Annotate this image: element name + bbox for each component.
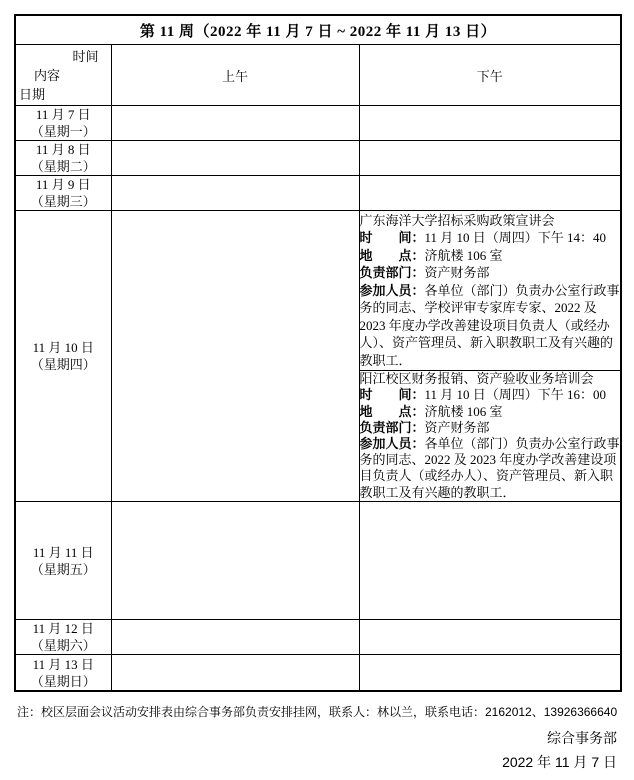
- event-place-line: [360, 404, 621, 420]
- participants-value: 各单位（部门）负责办公室行政事务的同志、2022 及 2023 年度办学改善建设项目负责人（或经办人）、资产管理员、新入职教职工及有兴趣的教职工．: [359, 436, 620, 500]
- corner-content-label: 内容: [34, 67, 61, 83]
- event-dept-line: [360, 420, 621, 436]
- participants-value: 各单位（部门）负责办公室行政事务的同志、学校评审专家库专家、2022 及 2023 年度办学改善建设项目负责人（或经办人）、资产管理员、新入职教职工及有兴趣的教职工．: [359, 282, 620, 368]
- corner-date-label: 日期: [19, 86, 46, 102]
- corner-header-cell: [15, 45, 111, 106]
- event-participants-line: [360, 282, 621, 370]
- date-cell: [15, 655, 111, 692]
- event-time-line: [360, 387, 621, 403]
- participants-label: 参加人员：: [359, 436, 425, 451]
- day-row-saturday: [15, 620, 621, 655]
- morning-cell-empty: [111, 502, 359, 620]
- afternoon-cell-empty: [359, 620, 621, 655]
- footer-note: 注：校区层面会议活动安排表由综合事务部负责安排挂网，联系人：林以兰，联系电话：2162012、13926366640: [17, 705, 618, 719]
- date-cell: [15, 106, 111, 141]
- place-value: 济航楼 106 室: [424, 403, 503, 419]
- date-text: 11 月 7 日: [35, 107, 91, 122]
- signature-date: 2022 年 11 月 7 日: [502, 754, 617, 770]
- weekday-text: （星期三）: [30, 194, 96, 209]
- weekday-text: （星期六）: [30, 638, 96, 653]
- place-label: 地 点：: [359, 403, 425, 419]
- afternoon-cell-empty: [359, 176, 621, 211]
- title-row: [15, 15, 621, 45]
- dept-value: 资产财务部: [424, 265, 490, 281]
- date-text: 11 月 12 日: [32, 621, 94, 636]
- day-row-wednesday: [15, 176, 621, 211]
- morning-column-header: 上午: [111, 45, 359, 106]
- event-cell-training-session: [359, 371, 621, 502]
- afternoon-cell-empty: [359, 106, 621, 141]
- morning-cell-empty: [111, 655, 359, 692]
- date-text: 11 月 9 日: [35, 177, 91, 192]
- date-cell: [15, 211, 111, 502]
- date-cell: [15, 176, 111, 211]
- time-label: 时 间：: [359, 387, 425, 403]
- afternoon-cell-empty: [359, 141, 621, 176]
- event-participants-line: [360, 436, 621, 501]
- afternoon-cell-empty: [359, 502, 621, 620]
- time-value: 11 月 10 日（周四）下午 16：00: [424, 387, 607, 403]
- day-row-friday: [15, 502, 621, 620]
- event-cell-policy-briefing: [359, 211, 621, 371]
- date-cell: [15, 141, 111, 176]
- date-cell: [15, 502, 111, 620]
- signature-department: 综合事务部: [547, 730, 617, 746]
- table-title: 第 11 周（2022 年 11 月 7 日 ~ 2022 年 11 月 13 日）: [15, 15, 621, 45]
- morning-cell-empty: [111, 211, 359, 502]
- place-label: 地 点：: [359, 247, 425, 263]
- time-label: 时 间：: [359, 230, 425, 246]
- participants-label: 参加人员：: [359, 282, 425, 298]
- morning-cell-empty: [111, 176, 359, 211]
- event-dept-line: [360, 264, 621, 282]
- morning-cell-empty: [111, 106, 359, 141]
- day-row-monday: [15, 106, 621, 141]
- date-text: 11 月 13 日: [32, 656, 94, 672]
- corner-time-label: 时间: [72, 48, 99, 64]
- event-title: 广东海洋大学招标采购政策宣讲会: [359, 212, 555, 228]
- weekday-text: （星期一）: [30, 124, 96, 139]
- date-text: 11 月 8 日: [35, 142, 91, 157]
- dept-label: 负责部门：: [359, 265, 425, 281]
- weekly-schedule-table: [14, 14, 622, 692]
- afternoon-column-header: 下午: [359, 45, 621, 106]
- header-row: [15, 45, 621, 106]
- event-title: 阳江校区财务报销、资产验收业务培训会: [359, 371, 594, 387]
- date-text: 11 月 11 日: [32, 544, 94, 560]
- event-place-line: [360, 247, 621, 265]
- weekday-text: （星期日）: [30, 673, 96, 689]
- weekday-text: （星期五）: [30, 561, 96, 577]
- place-value: 济航楼 106 室: [424, 247, 503, 263]
- morning-cell-empty: [111, 141, 359, 176]
- date-cell: [15, 620, 111, 655]
- weekday-text: （星期四）: [30, 357, 96, 372]
- dept-label: 负责部门：: [359, 419, 425, 435]
- weekday-text: （星期二）: [30, 159, 96, 174]
- afternoon-cell-empty: [359, 655, 621, 692]
- dept-value: 资产财务部: [424, 419, 490, 435]
- date-text: 11 月 10 日: [32, 340, 94, 355]
- morning-cell-empty: [111, 620, 359, 655]
- event-time-line: [360, 229, 621, 247]
- day-row-sunday: [15, 655, 621, 692]
- day-row-tuesday: [15, 141, 621, 176]
- time-value: 11 月 10 日（周四）下午 14：40: [424, 230, 607, 246]
- day-row-thursday: [15, 211, 621, 371]
